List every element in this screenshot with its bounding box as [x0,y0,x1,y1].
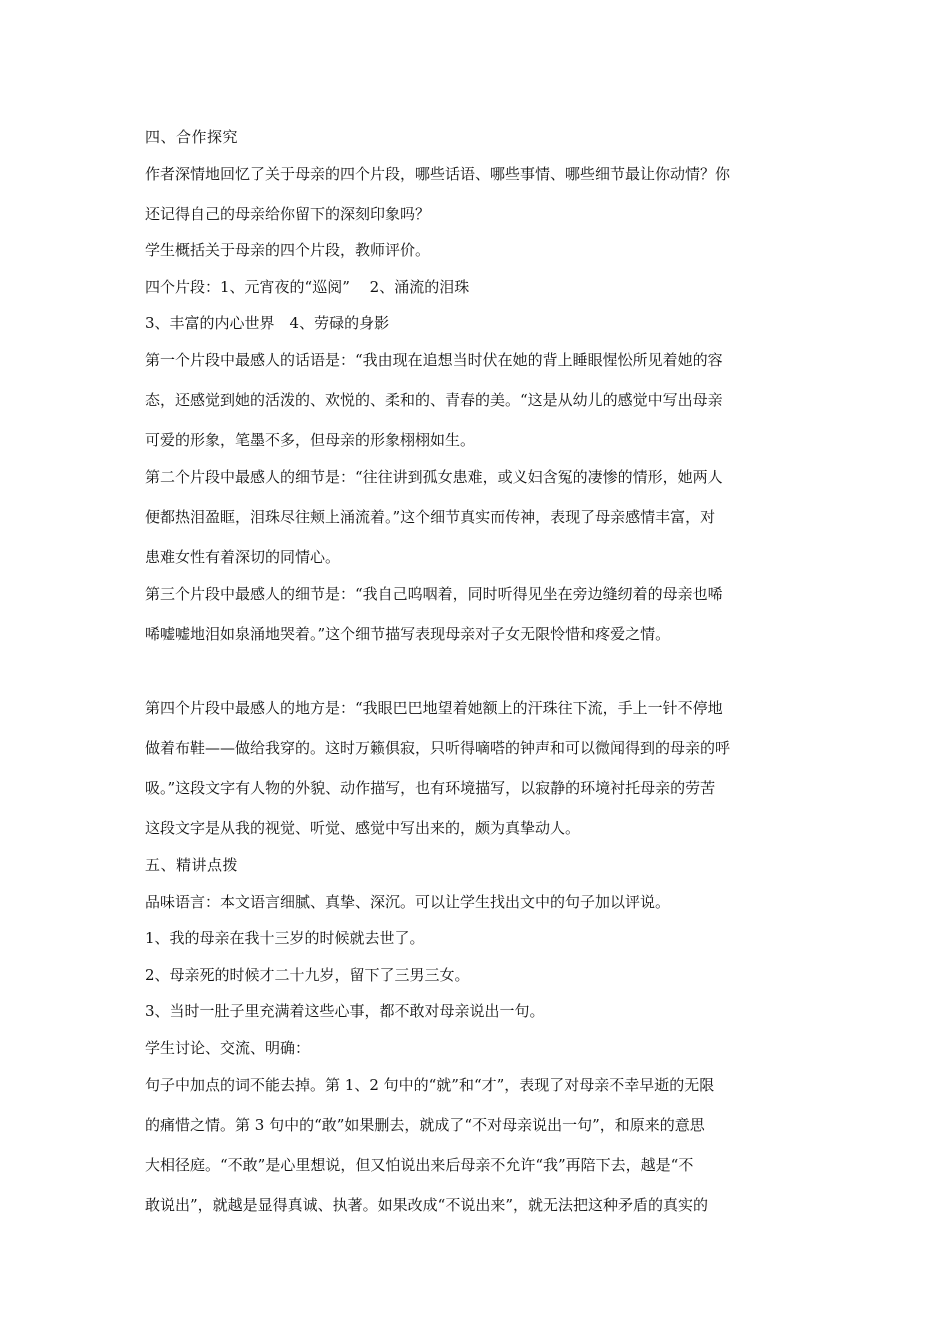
fourth-fragment-line-3: 吸。”这段文字有人物的外貌、动作描写，也有环境描写，以寂静的环境衬托母亲的劳苦 [145,779,716,797]
analysis-line-2: 的痛惜之情。第 3 句中的“敢”如果删去，就成了“不对母亲说出一句”，和原来的意思 [145,1116,705,1134]
first-fragment-line-2: 态，还感觉到她的活泼的、欢悦的、柔和的、青春的美。“这是从幼儿的感觉中写出母亲 [145,391,723,409]
second-fragment-line-3: 患难女性有着深切的同情心。 [145,548,341,566]
example-sentence-2: 2、母亲死的时候才二十九岁，留下了三男三女。 [145,966,470,984]
question-line-1: 作者深情地回忆了关于母亲的四个片段，哪些话语、哪些事情、哪些细节最让你动情？你 [145,165,731,183]
question-line-2: 还记得自己的母亲给你留下的深刻印象吗？ [145,205,431,223]
language-appreciation: 品味语言：本文语言细腻、真挚、深沉。可以让学生找出文中的句子加以评说。 [145,893,671,911]
first-fragment-line-3: 可爱的形象，笔墨不多，但母亲的形象栩栩如生。 [145,431,476,449]
section-heading-key-points: 五、精讲点拨 [145,856,239,874]
fourth-fragment-line-1: 第四个片段中最感人的地方是：“我眼巴巴地望着她额上的汗珠往下流，手上一针不停地 [145,699,723,717]
third-fragment-line-1: 第三个片段中最感人的细节是：“我自己呜咽着，同时听得见坐在旁边缝纫着的母亲也唏 [145,585,723,603]
analysis-line-3: 大相径庭。“不敢”是心里想说，但又怕说出来后母亲不允许“我”再陪下去，越是“不 [145,1156,694,1174]
analysis-line-1: 句子中加点的词不能去掉。第 1、2 句中的“就”和“才”，表现了对母亲不幸早逝的无限 [145,1076,715,1094]
fragments-line-1: 四个片段：1、元宵夜的“巡阅” 2、涌流的泪珠 [145,278,470,296]
discussion-prompt: 学生讨论、交流、明确： [145,1039,311,1057]
section-heading-cooperative-inquiry: 四、合作探究 [145,128,239,146]
second-fragment-line-1: 第二个片段中最感人的细节是：“往往讲到孤女患难，或义妇含冤的凄惨的情形，她两人 [145,468,723,486]
analysis-line-4: 敢说出”，就越是显得真诚、执著。如果改成“不说出来”，就无法把这种矛盾的真实的 [145,1196,709,1214]
fourth-fragment-line-2: 做着布鞋——做给我穿的。这时万籁俱寂，只听得嘀嗒的钟声和可以微闻得到的母亲的呼 [145,739,731,757]
fourth-fragment-line-4: 这段文字是从我的视觉、听觉、感觉中写出来的，颇为真挚动人。 [145,819,581,837]
intro-paragraph: 学生概括关于母亲的四个片段，教师评价。 [145,241,431,259]
second-fragment-line-2: 便都热泪盈眶，泪珠尽往颊上涌流着。”这个细节真实而传神，表现了母亲感情丰富，对 [145,508,716,526]
fragments-line-2: 3、丰富的内心世界 4、劳碌的身影 [145,314,390,332]
example-sentence-3: 3、当时一肚子里充满着这些心事，都不敢对母亲说出一句。 [145,1002,545,1020]
example-sentence-1: 1、我的母亲在我十三岁的时候就去世了。 [145,929,425,947]
first-fragment-line-1: 第一个片段中最感人的话语是：“我由现在追想当时伏在她的背上睡眼惺忪所见着她的容 [145,351,723,369]
third-fragment-line-2: 唏嘘嘘地泪如泉涌地哭着。”这个细节描写表现母亲对子女无限怜惜和疼爱之情。 [145,625,671,643]
